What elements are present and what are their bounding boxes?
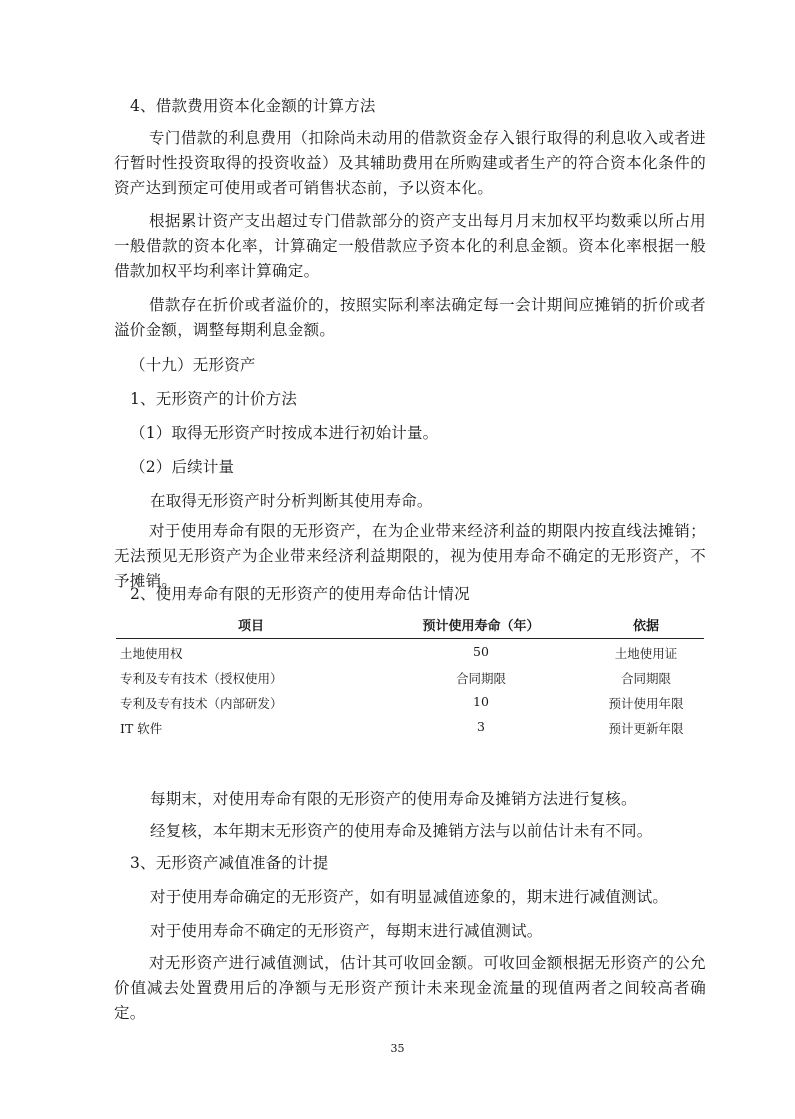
table-cell: 预计使用年限 — [608, 696, 684, 711]
paragraph-review-2: 经复核，本年期末无形资产的使用寿命及摊销方法与以前估计未有不同。 — [150, 822, 653, 840]
section4-paragraph-2: 根据累计资产支出超过专门借款部分的资产支出每月月末加权平均数乘以所占用一般借款的资本化率，计算确定一般借款应予资本化的利息金额。资本化率根据一般借款加权平均利率计算确定。 — [114, 212, 706, 280]
page-number: 35 — [390, 1042, 405, 1055]
table-cell: 3 — [477, 719, 485, 734]
table-cell: 预计更新年限 — [608, 721, 684, 736]
table-cell: IT 软件 — [120, 721, 163, 736]
table-cell: 专利及专有技术（授权使用） — [120, 671, 283, 686]
table-cell: 土地使用证 — [614, 646, 678, 661]
table-cell: 合同期限 — [455, 671, 506, 686]
useful-life-table — [116, 612, 704, 739]
table-cell: 合同期限 — [620, 671, 671, 686]
table-row — [116, 639, 704, 664]
section4-paragraph-1: 专门借款的利息费用（扣除尚未动用的借款资金存入银行取得的利息收入或者进行暂时性投资取得的投资收益）及其辅助费用在所购建或者生产的符合资本化条件的资产达到预定可使用或者可销售状态前，予以资本化。 — [114, 129, 706, 197]
paragraph-impairment-3: 对无形资产进行减值测试，估计其可收回金额。可收回金额根据无形资产的公允价值减去处置费用后的净额与无形资产预计未来现金流量的现值两者之间较高者确定。 — [114, 954, 706, 1022]
table-cell: 10 — [473, 694, 489, 709]
table-row — [116, 714, 704, 739]
table-cell: 土地使用权 — [120, 646, 183, 661]
paragraph-review-1: 每期末，对使用寿命有限的无形资产的使用寿命及摊销方法进行复核。 — [150, 790, 637, 808]
paragraph-useful-life: 在取得无形资产时分析判断其使用寿命。 — [150, 492, 433, 510]
subheading-life-estimate: 2、使用寿命有限的无形资产的使用寿命估计情况 — [130, 585, 470, 603]
paragraph-amortization: 对于使用寿命有限的无形资产，在为企业带来经济利益的期限内按直线法摊销；无法预见无形资产为企业带来经济利益期限的，视为使用寿命不确定的无形资产，不予摊销。 — [114, 522, 706, 590]
section19-heading: （十九）无形资产 — [130, 356, 256, 374]
section4-heading: 4、借款费用资本化金额的计算方法 — [130, 97, 376, 115]
subheading-impairment: 3、无形资产减值准备的计提 — [130, 854, 329, 872]
paragraph-impairment-1: 对于使用寿命确定的无形资产，如有明显减值迹象的，期末进行减值测试。 — [150, 888, 669, 906]
item-initial-measurement: （1）取得无形资产时按成本进行初始计量。 — [130, 424, 439, 442]
section4-paragraph-3: 借款存在折价或者溢价的，按照实际利率法确定每一会计期间应摊销的折价或者溢价金额，调整每期利息金额。 — [114, 296, 706, 339]
header-useful-life: 预计使用寿命（年） — [422, 619, 540, 634]
item-subsequent-measurement: （2）后续计量 — [130, 458, 235, 476]
table-cell: 50 — [473, 644, 489, 659]
paragraph-impairment-2: 对于使用寿命不确定的无形资产，每期末进行减值测试。 — [150, 922, 543, 940]
table-cell: 专利及专有技术（内部研发） — [120, 696, 283, 711]
header-basis: 依据 — [632, 619, 659, 634]
table-header — [116, 612, 704, 639]
subheading-valuation-method: 1、无形资产的计价方法 — [130, 390, 298, 408]
table-row — [116, 664, 704, 689]
header-item: 项目 — [237, 619, 264, 634]
table-row — [116, 689, 704, 714]
